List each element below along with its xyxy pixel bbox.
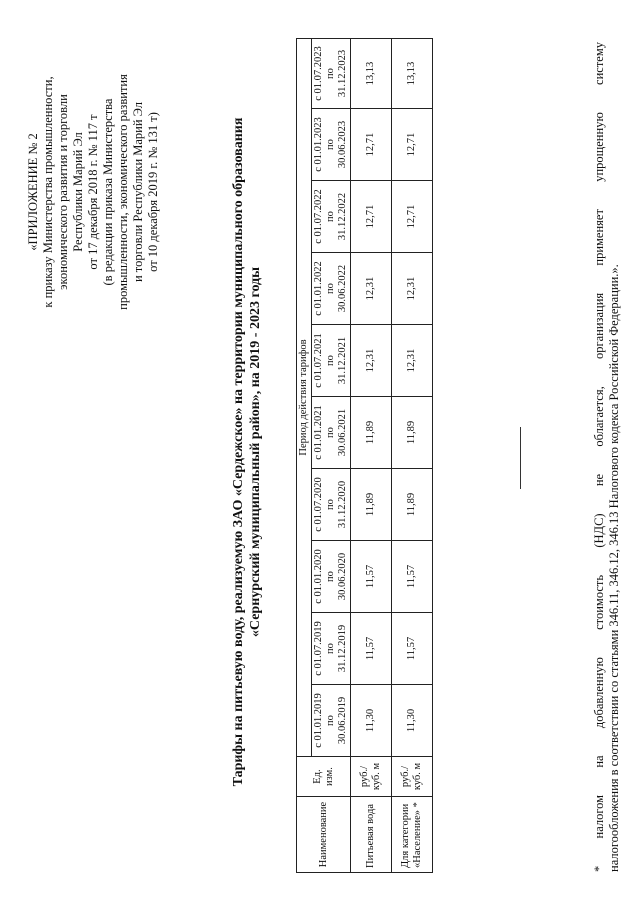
cell-line: по bbox=[325, 68, 336, 79]
table-row bbox=[392, 39, 433, 873]
cell-line: 11,57 bbox=[365, 636, 376, 661]
title-line: «Сернурский муниципальный район», на 2019 - 2023 годы bbox=[248, 266, 263, 638]
appendix-line: и торговли Республики Марий Эл bbox=[131, 101, 145, 283]
footnote-line: * налогом на добавленную стоимость (НДС) не облагается, организация применяет упрощенную систему bbox=[592, 42, 606, 872]
cell-line: по bbox=[325, 283, 336, 294]
row-unit-cell bbox=[351, 757, 392, 797]
tariff-value-cell bbox=[351, 109, 392, 181]
tariff-value-cell bbox=[351, 39, 392, 109]
cell-line: Период действия тарифов bbox=[298, 339, 309, 456]
period-cell bbox=[312, 325, 351, 397]
cell-line: 11,30 bbox=[365, 708, 376, 733]
tariff-value-cell bbox=[392, 109, 433, 181]
title-line: Тарифы на питьевую воду, реализуемую ЗАО «Сердежское» на территории муниципального образования bbox=[231, 117, 246, 787]
footnote-line: налогообложения в соответствии со статьями 346.11, 346.12, 346.13 Налогового кодекса Российской Федерации.». bbox=[607, 264, 621, 872]
cell-line: по bbox=[325, 571, 336, 582]
appendix-line: промышленности, экономического развития bbox=[116, 74, 130, 310]
cell-line: 30.06.2019 bbox=[337, 696, 348, 745]
cell-line: 12,71 bbox=[365, 132, 376, 157]
tariff-table bbox=[296, 38, 433, 873]
cell-line: с 01.07.2020 bbox=[313, 477, 324, 532]
cell-line: Для категории bbox=[400, 803, 411, 868]
period-cell bbox=[312, 181, 351, 253]
tariff-value-cell bbox=[392, 541, 433, 613]
cell-line: 11,30 bbox=[406, 708, 417, 733]
cell-line: с 01.07.2019 bbox=[313, 621, 324, 676]
cell-line: куб. м bbox=[371, 762, 382, 791]
cell-line: с 01.01.2023 bbox=[313, 117, 324, 172]
cell-line: 31.12.2023 bbox=[337, 49, 348, 98]
cell-line: 11,89 bbox=[365, 492, 376, 517]
header-unit-cell bbox=[297, 757, 351, 797]
cell-line: с 01.07.2023 bbox=[313, 46, 324, 101]
period-cell bbox=[312, 397, 351, 469]
cell-line: 31.12.2019 bbox=[337, 624, 348, 673]
header-row bbox=[297, 39, 312, 873]
cell-line: 12,71 bbox=[365, 204, 376, 229]
appendix-header bbox=[26, 32, 161, 352]
cell-line: с 01.07.2022 bbox=[313, 189, 324, 244]
footnote bbox=[592, 42, 622, 872]
tariff-table-body bbox=[297, 39, 433, 873]
period-cell bbox=[312, 541, 351, 613]
cell-line: 12,71 bbox=[406, 132, 417, 157]
cell-line: 12,71 bbox=[406, 204, 417, 229]
tariff-value-cell bbox=[392, 397, 433, 469]
cell-line: по bbox=[325, 355, 336, 366]
cell-line: 11,57 bbox=[365, 564, 376, 589]
tariff-value-cell bbox=[392, 613, 433, 685]
tariff-value-cell bbox=[392, 39, 433, 109]
cell-line: 11,57 bbox=[406, 636, 417, 661]
cell-line: Наименование bbox=[317, 801, 329, 868]
appendix-line: от 10 декабря 2019 г. № 131 т) bbox=[146, 112, 160, 272]
cell-line: 12,31 bbox=[406, 348, 417, 373]
cell-line: с 01.07.2021 bbox=[313, 333, 324, 388]
row-name-cell bbox=[351, 797, 392, 873]
cell-line: по bbox=[325, 499, 336, 510]
cell-line: по bbox=[325, 211, 336, 222]
period-cell bbox=[312, 39, 351, 109]
cell-line: 31.12.2021 bbox=[337, 336, 348, 385]
cell-line: 11,57 bbox=[406, 564, 417, 589]
tariff-value-cell bbox=[351, 541, 392, 613]
tariff-value-cell bbox=[351, 685, 392, 757]
tariff-value-cell bbox=[351, 253, 392, 325]
cell-line: 11,89 bbox=[406, 492, 417, 517]
cell-line: с 01.01.2019 bbox=[313, 693, 324, 748]
cell-line: руб./ bbox=[359, 765, 370, 788]
period-cell bbox=[312, 613, 351, 685]
period-row bbox=[312, 39, 351, 873]
document-title bbox=[230, 0, 264, 904]
cell-line: 12,31 bbox=[365, 348, 376, 373]
cell-line: 11,89 bbox=[406, 420, 417, 445]
cell-line: 12,31 bbox=[406, 276, 417, 301]
cell-line: с 01.01.2021 bbox=[313, 405, 324, 460]
tariff-value-cell bbox=[392, 469, 433, 541]
tariff-value-cell bbox=[351, 469, 392, 541]
cell-line: 13,13 bbox=[365, 61, 376, 86]
cell-line: 30.06.2021 bbox=[337, 408, 348, 457]
cell-line: с 01.01.2022 bbox=[313, 261, 324, 316]
appendix-line: «ПРИЛОЖЕНИЕ № 2 bbox=[26, 133, 40, 251]
cell-line: руб./ bbox=[400, 765, 411, 788]
tariff-value-cell bbox=[351, 613, 392, 685]
tariff-value-cell bbox=[392, 325, 433, 397]
appendix-line: от 17 декабря 2018 г. № 117 т bbox=[86, 114, 100, 270]
cell-line: 13,13 bbox=[406, 61, 417, 86]
tariff-value-cell bbox=[392, 253, 433, 325]
appendix-line: экономического развития и торговли bbox=[56, 94, 70, 290]
cell-line: 30.06.2023 bbox=[337, 120, 348, 169]
cell-line: 30.06.2022 bbox=[337, 264, 348, 313]
tariff-value-cell bbox=[392, 685, 433, 757]
divider-line bbox=[520, 427, 521, 489]
tariff-value-cell bbox=[351, 181, 392, 253]
cell-line: с 01.01.2020 bbox=[313, 549, 324, 604]
cell-line: по bbox=[325, 139, 336, 150]
cell-line: 31.12.2020 bbox=[337, 480, 348, 529]
cell-line: по bbox=[325, 427, 336, 438]
table-row bbox=[351, 39, 392, 873]
cell-line: 12,31 bbox=[365, 276, 376, 301]
row-name-cell bbox=[392, 797, 433, 873]
period-cell bbox=[312, 685, 351, 757]
cell-line: Питьевая вода bbox=[365, 803, 376, 868]
appendix-line: Республики Марий Эл bbox=[71, 132, 85, 252]
tariff-value-cell bbox=[351, 397, 392, 469]
cell-line: 30.06.2020 bbox=[337, 552, 348, 601]
cell-line: по bbox=[325, 715, 336, 726]
cell-line: по bbox=[325, 643, 336, 654]
tariff-value-cell bbox=[351, 325, 392, 397]
cell-line: Ед. изм. bbox=[311, 767, 335, 786]
header-name-cell bbox=[297, 797, 351, 873]
cell-line: 31.12.2022 bbox=[337, 192, 348, 241]
header-period-cell bbox=[297, 39, 312, 757]
period-cell bbox=[312, 469, 351, 541]
appendix-line: (в редакции приказа Министерства bbox=[101, 98, 115, 286]
cell-line: 11,89 bbox=[365, 420, 376, 445]
row-unit-cell bbox=[392, 757, 433, 797]
appendix-line: к приказу Министерства промышленности, bbox=[41, 76, 55, 308]
tariff-value-cell bbox=[392, 181, 433, 253]
period-cell bbox=[312, 253, 351, 325]
cell-line: «Население» * bbox=[412, 802, 423, 868]
period-cell bbox=[312, 109, 351, 181]
cell-line: куб. м bbox=[412, 762, 423, 791]
